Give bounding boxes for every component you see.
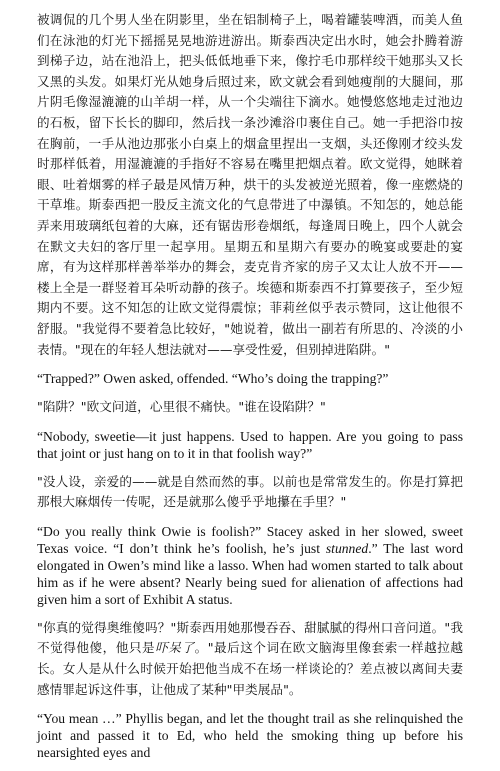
text-run: 。"最后这个词在欧文脑海里像套索一样越拉越长。女人是从什么时候开始把他当成不在场一样谈论的？差点被以离间夫妻感情罪起诉这件事，让他成了某种"甲类展品"。: [37, 640, 463, 697]
italic-text-run: 吓呆了: [155, 640, 195, 656]
book-page: [37, 10, 463, 771]
text-run: “Nobody, sweetie—it just happens. Used to happen. Are you going to pass that joint or just hang on to it in that foolish way?”: [37, 428, 463, 461]
text-run: “Do you really think Owie is foolish?” Stacey asked in her slowed, sweet Texas voice. “I don’t think he’s foolish, he’s just: [37, 523, 463, 556]
text-run: "陷阱？"欧文问道，心里很不痛快。"谁在设陷阱？": [37, 399, 326, 415]
text-run: .” The last word elongated in Owen’s mind like a lasso. When had women started to talk about him as if he were absent? Nearly being sued for alienation of affections had given him a sort of Exhibit A status.: [37, 540, 463, 607]
english-source-paragraph: [37, 428, 463, 462]
italic-text-run: stunned: [325, 540, 369, 556]
text-run: "没人设，亲爱的——就是自然而然的事。以前也是常常发生的。你是打算把那根大麻烟传一传呢，还是就那么傻乎乎地攥在手里？": [37, 473, 463, 510]
chinese-translation-paragraph: [37, 618, 463, 700]
text-run: “You mean …” Phyllis began, and let the thought trail as she relinquished the joint and passed it to Ed, who held the smoking thing up before his nearsighted eyes and: [37, 711, 463, 761]
english-source-paragraph: [37, 523, 463, 608]
text-run: "你真的觉得奥维傻吗？"斯泰西用她那慢吞吞、甜腻腻的得州口音问道。"我不觉得他傻，他只是: [37, 619, 463, 656]
chinese-translation-paragraph: [37, 397, 463, 418]
chinese-translation-paragraph: [37, 472, 463, 513]
text-run: 被调侃的几个男人坐在阴影里，坐在铝制椅子上，喝着罐装啤酒，而美人鱼们在泳池的灯光下摇摇晃晃地游进游出。斯泰西决定出水时，她会扑腾着游到梯子边，站在池沿上，把头低低地垂下来，像拧毛巾那样绞干她那头又长又黑的头发。如果灯光从她身后照过来，欧文就会看到她瘦削的大腿间，那片阴毛像湿漉漉的山羊胡一样，从一个尖端往下滴水。她慢悠悠地走过池边的石板，留下长长的脚印，然后找一条沙滩浴巾裹住自己。她一手把浴巾按在胸前，一手从池边那张小白桌上的烟盒里捏出一支烟，头还像刚才绞头发时那样低着，用湿漉漉的手指好不容易在嘴里把烟点着。欧文觉得，她眯着眼、吐着烟雾的样子最是风情万种，烘干的头发被逆光照着，像一座燃烧的干草堆。斯泰西把一股反主流文化的气息带进了中瀑镇。不知怎的，她总能弄来用玻璃纸包着的大麻，还有锯齿形卷烟纸，每逢周日晚上，四个人就会在默文夫妇的客厅里一起享用。星期五和星期六有要办的晚宴或要赴的宴席，有为这样那样善举举办的舞会，麦克肯齐家的房子又太让人放不开——楼上全是一群竖着耳朵听动静的孩子。埃德和斯泰西不打算要孩子，至少短期内不要。这不知怎的让欧文觉得震惊；菲莉丝似乎表示赞同，这让他很不舒服。"我觉得不要着急比较好，"她说着，做出一副若有所思的、冷淡的小表情。"现在的年轻人想法就对——享受性爱，但别掉进陷阱。": [37, 12, 463, 357]
text-run: “Trapped?” Owen asked, offended. “Who’s doing the trapping?”: [37, 371, 389, 387]
english-source-paragraph: [37, 370, 463, 387]
chinese-translation-paragraph: [37, 10, 463, 360]
english-source-paragraph: [37, 710, 463, 761]
